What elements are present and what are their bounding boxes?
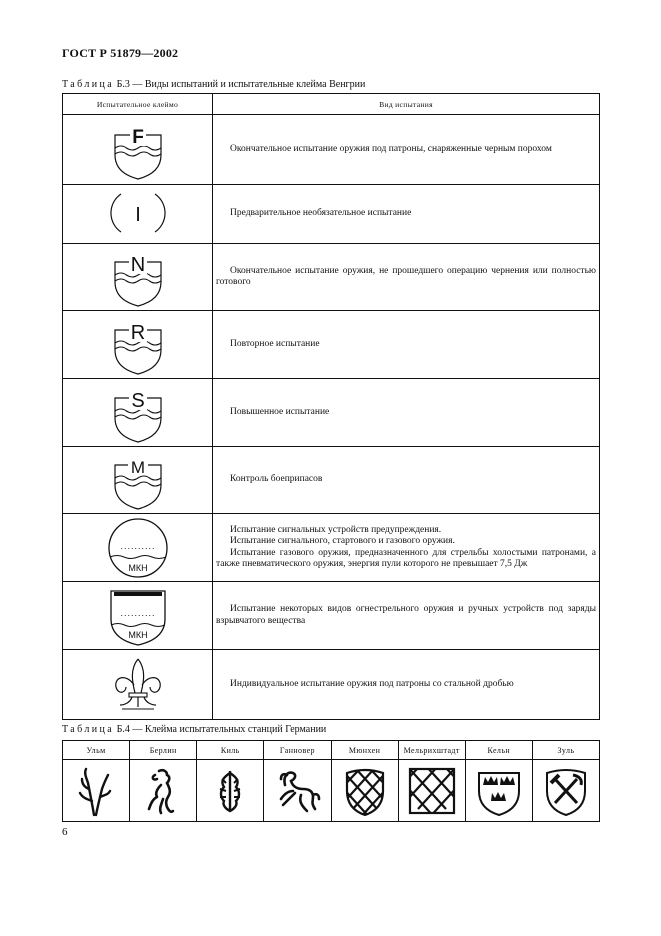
mark-cell-hannover [264,760,331,822]
table-header-row [63,741,600,760]
svg-text:M: M [130,458,145,477]
svg-text:N: N [130,254,145,276]
shield-mark-icon [108,314,168,376]
lozenge-square-icon [404,765,460,817]
city-cologne: Кельн [465,741,532,760]
test-description: Повышенное испытание [213,379,600,447]
antler-icon [76,765,116,817]
table-row [63,115,600,185]
city-ulm: Ульм [63,741,130,760]
table-row [63,379,600,447]
nettle-leaf-icon [210,765,250,817]
shield-mark-icon [108,449,168,511]
proof-mark-cell [63,514,213,582]
city-hannover: Ганновер [264,741,331,760]
test-description: Испытание некоторых видов огнестрельного оружия и ручных устройств под заряды взрывчатого вещества [213,582,600,650]
city-kiel: Киль [197,741,264,760]
proof-mark-cell [63,447,213,514]
lozenge-shield-icon [341,765,389,817]
circle-mkh-mark-icon [105,516,171,580]
document-header: ГОСТ Р 51879—2002 [62,46,179,60]
proof-mark-cell [63,379,213,447]
mark-cell-mellrichstadt [398,760,465,822]
svg-text:R: R [130,321,145,344]
table-row [63,185,600,244]
table-row [63,244,600,311]
shield-mkh-mark-icon [105,585,171,647]
shield-mark-icon [108,119,168,181]
table-row [63,311,600,379]
svg-text:МКН: МКН [127,562,148,573]
mark-cell-cologne [465,760,532,822]
proof-mark-cell [63,650,213,720]
circle-mark-icon [108,186,168,242]
shield-mark-icon [108,382,168,444]
proof-mark-cell [63,115,213,185]
bear-icon [143,765,183,817]
mark-cell-berlin [130,760,197,822]
proof-mark-cell [63,244,213,311]
mark-cell-kiel [197,760,264,822]
svg-text:S: S [130,389,145,412]
test-description: Окончательное испытание оружия, не прошедшего операцию чернения или полностью готового [213,244,600,311]
city-mellrichstadt: Мельрихштадт [398,741,465,760]
table-row [63,582,600,650]
mark-cell-suhl [532,760,599,822]
city-munich: Мюнхен [331,741,398,760]
test-description: Контроль боеприпасов [213,447,600,514]
fleur-de-lis-icon [108,655,168,715]
proof-mark-cell [63,582,213,650]
shield-mark-icon [108,246,168,308]
column-header-mark: Испытательное клеймо [63,94,213,115]
test-description: Испытание сигнальных устройств предупреждения. Испытание сигнального, стартового и газового оружия. Испытание газового оружия, предназначенного для стрельбы холостыми патронами, а также пневматического оружия, энергия пули которого не превышает 7,5 Дж [213,514,600,582]
city-berlin: Берлин [130,741,197,760]
test-description: Предварительное необязательное испытание [213,185,600,244]
svg-text:МКН: МКН [127,629,148,640]
table-row [63,650,600,720]
table-header-row [63,94,600,115]
table-row [63,514,600,582]
svg-text:F: F [131,126,144,148]
mark-cell-munich [331,760,398,822]
svg-text:I: I [134,204,141,226]
table4-caption: Таблица Б.4 — Клейма испытательных станций Германии [62,724,327,735]
city-suhl: Зуль [532,741,599,760]
test-description: Индивидуальное испытание оружия под патроны со стальной дробью [213,650,600,720]
svg-text:..........: .......... [119,607,156,618]
proof-marks-hungary-table [62,93,600,720]
three-crowns-shield-icon [474,765,524,817]
hammer-pick-shield-icon [541,765,591,817]
proof-mark-cell [63,185,213,244]
table3-caption: Таблица Б.3 — Виды испытаний и испытательные клейма Венгрии [62,79,366,90]
horse-icon [271,765,323,817]
table-row [63,760,600,822]
page-number: 6 [62,826,68,838]
proof-mark-cell [63,311,213,379]
column-header-test: Вид испытания [213,94,600,115]
proof-houses-germany-table [62,740,600,822]
test-description: Окончательное испытание оружия под патроны, снаряженные черным порохом [213,115,600,185]
svg-text:..........: .......... [119,540,156,551]
mark-cell-ulm [63,760,130,822]
test-description: Повторное испытание [213,311,600,379]
table-row [63,447,600,514]
